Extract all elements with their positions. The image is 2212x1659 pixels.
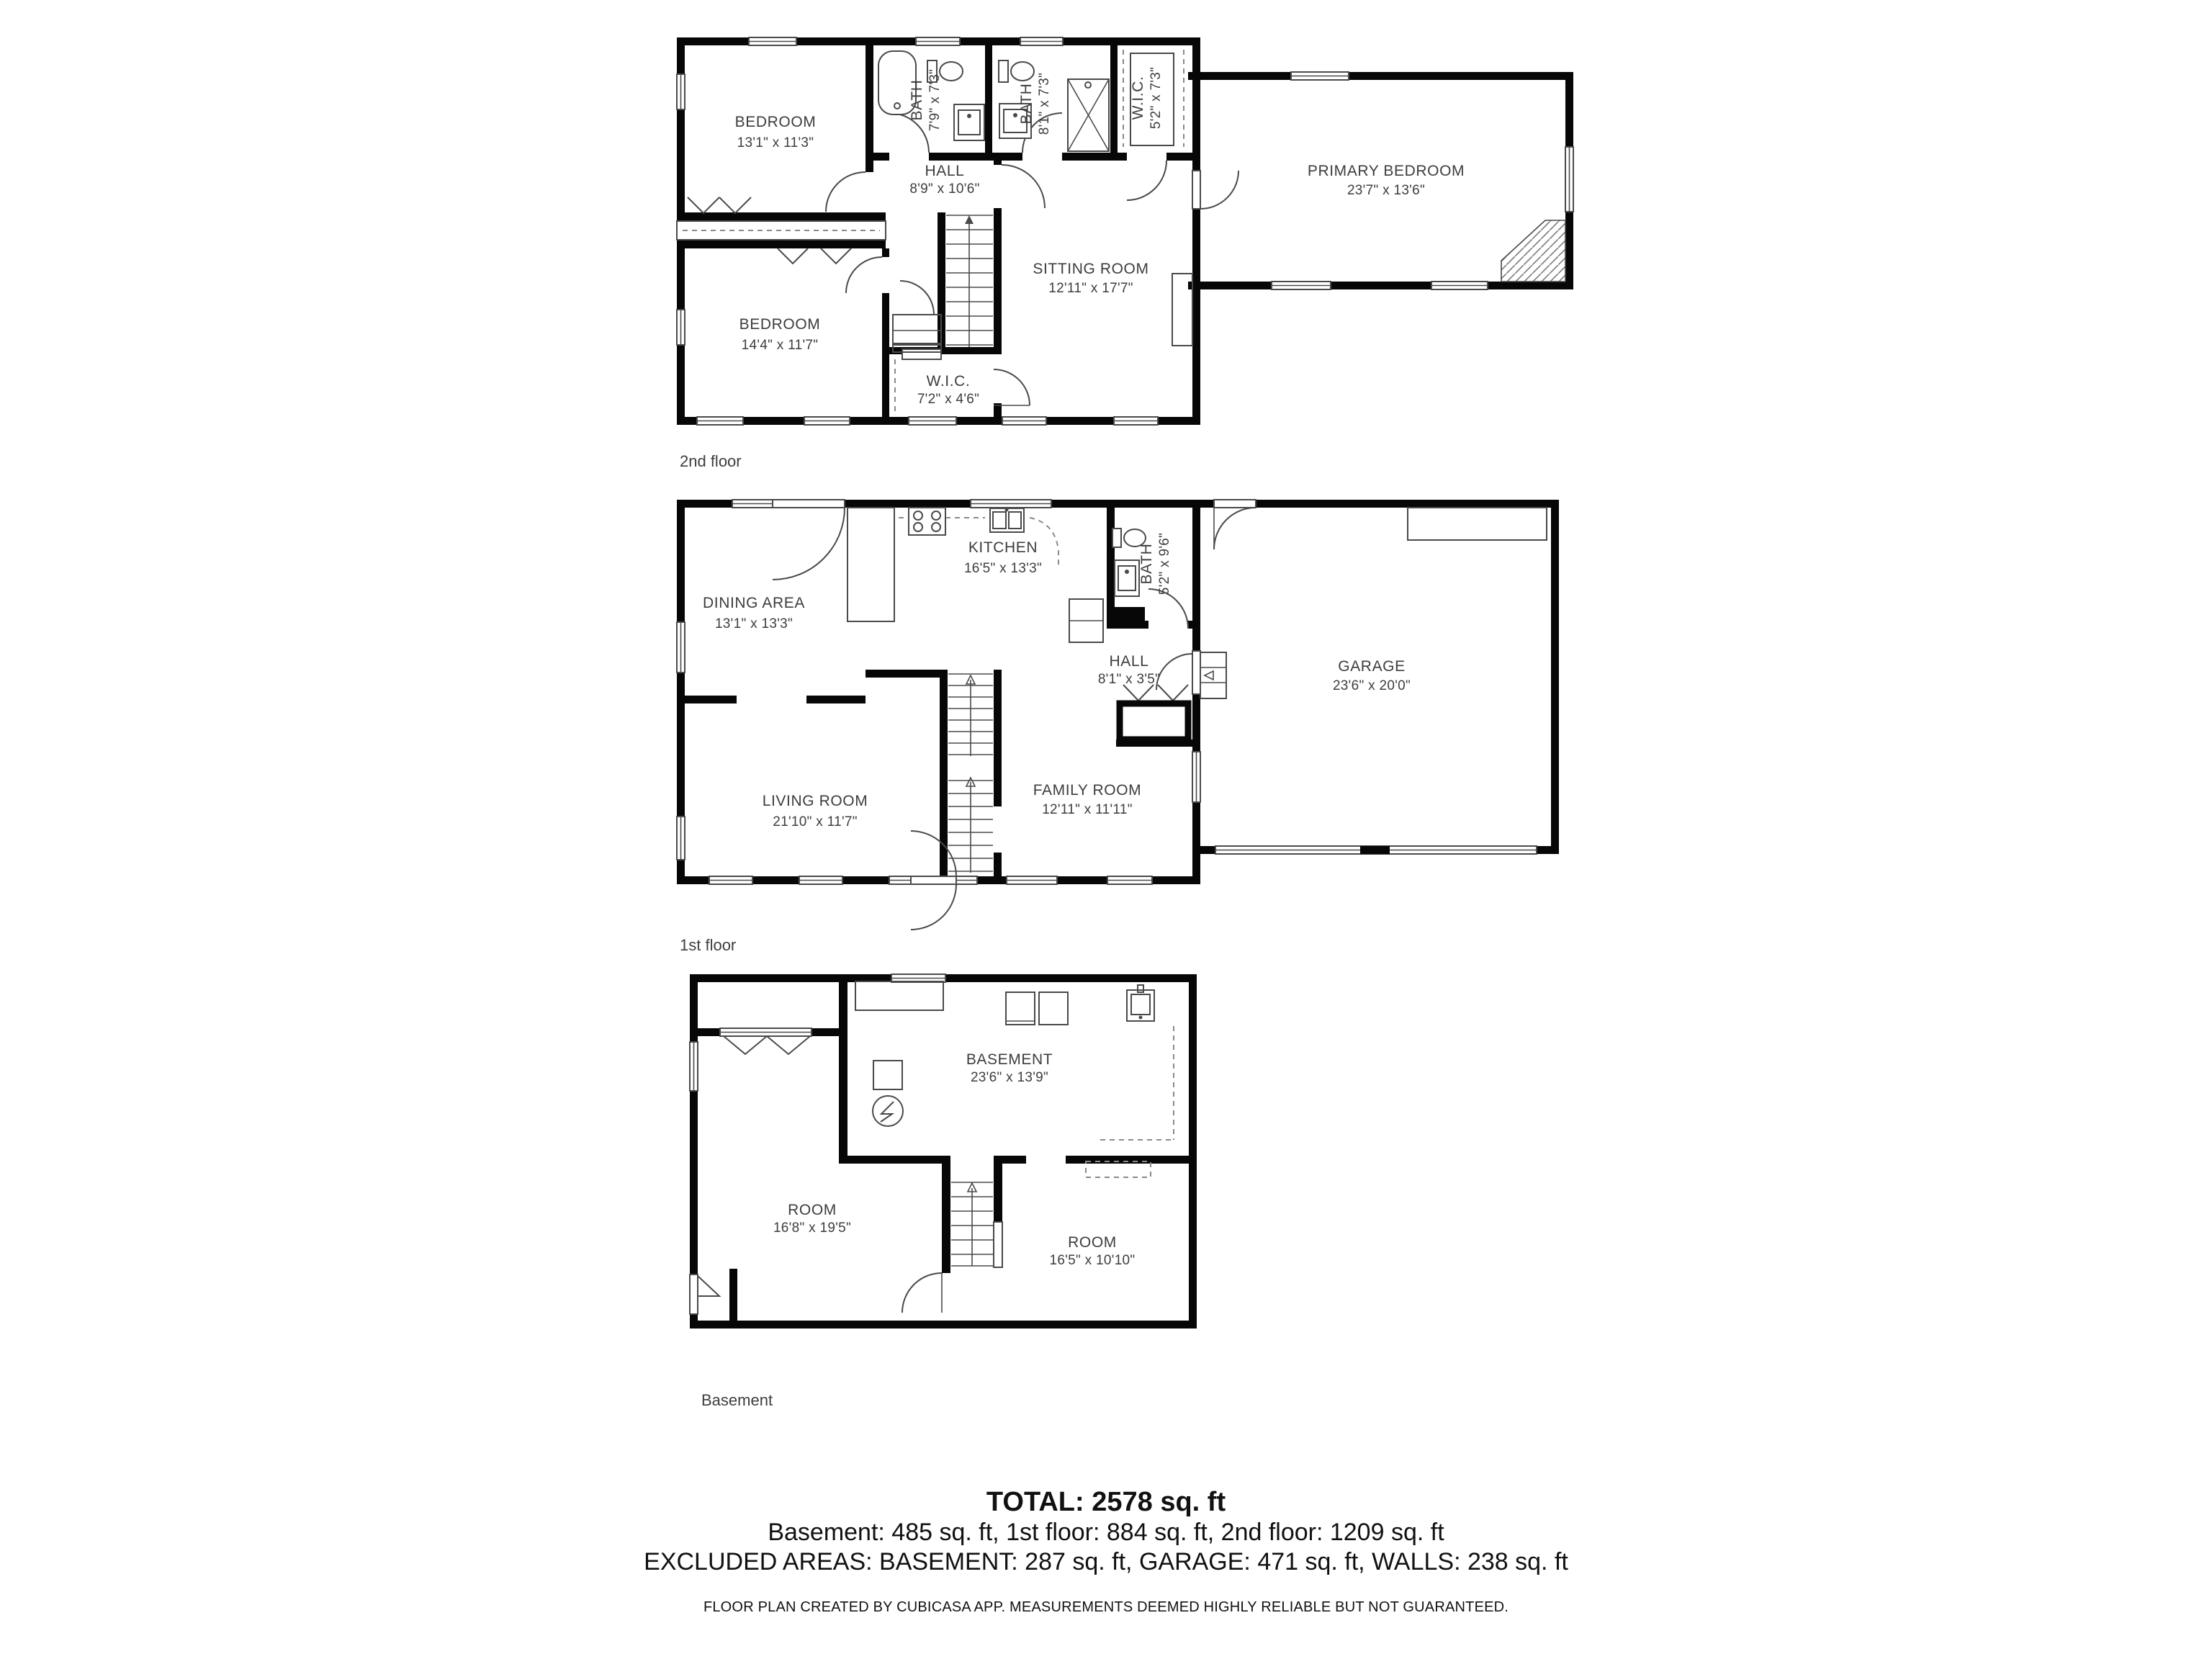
room-label-family-room: FAMILY ROOM bbox=[1033, 782, 1142, 799]
water-heater-icon bbox=[873, 1096, 903, 1126]
room-label-garage: GARAGE bbox=[1338, 658, 1406, 675]
shelf-icon bbox=[855, 981, 943, 1010]
room-label-sitting-room: SITTING ROOM bbox=[1033, 261, 1149, 277]
room-dims-hall: 8'1" x 3'5" bbox=[1097, 672, 1161, 687]
room-dims-bedroom-1: 13'1" x 11'3" bbox=[737, 135, 814, 150]
room-dims-kitchen: 16'5" x 13'3" bbox=[963, 561, 1043, 576]
room-label-hall: HALL bbox=[925, 163, 965, 179]
room-label-basement: BASEMENT bbox=[966, 1051, 1053, 1068]
utility-sink-icon bbox=[1127, 985, 1154, 1021]
room-dims-bedroom-2: 14'4" x 11'7" bbox=[741, 338, 819, 353]
garage-door bbox=[1215, 846, 1537, 854]
stairs-up-icon bbox=[948, 674, 993, 873]
dryer-icon bbox=[1039, 992, 1068, 1025]
room-label-room-1: ROOM bbox=[788, 1202, 837, 1218]
fridge-icon bbox=[1069, 599, 1103, 642]
room-label-dining-area: DINING AREA bbox=[703, 595, 805, 611]
electrical-panel-icon bbox=[873, 1061, 902, 1089]
room-dims-room-2: 16'5" x 10'10" bbox=[1049, 1253, 1136, 1268]
stairs-up-icon bbox=[951, 1182, 993, 1266]
patio-slider bbox=[1192, 752, 1200, 802]
doorway bbox=[994, 1222, 1002, 1267]
toilet-icon bbox=[999, 60, 1034, 82]
floor-breakdown-text: Basement: 485 sq. ft, 1st floor: 884 sq. ft, 2nd floor: 1209 sq. ft bbox=[768, 1519, 1444, 1546]
room-label-wic-lower: W.I.C. bbox=[926, 373, 971, 390]
room-label-wic-upper: W.I.C. bbox=[1130, 76, 1146, 120]
room-label-hall: HALL bbox=[1109, 653, 1149, 670]
room-dims-sitting-room: 12'11" x 17'7" bbox=[1048, 281, 1133, 296]
floor-plan-1st-floor bbox=[677, 500, 1577, 932]
room-label-bath: BATH bbox=[1138, 543, 1155, 585]
total-area-text: TOTAL: 2578 sq. ft bbox=[986, 1487, 1226, 1517]
doors-basement bbox=[690, 1273, 942, 1314]
room-dims-wic-lower: 7'2" x 4'6" bbox=[917, 392, 980, 407]
floor-plan-basement bbox=[688, 972, 1206, 1364]
room-label-bath-2: BATH bbox=[1018, 83, 1035, 125]
shower-icon bbox=[1068, 79, 1109, 151]
kitchen-sink-icon bbox=[990, 508, 1024, 533]
room-label-bath-1: BATH bbox=[909, 79, 925, 121]
fireplace-hatch-icon bbox=[1501, 220, 1565, 282]
room-label-room-2: ROOM bbox=[1068, 1234, 1117, 1251]
walls-basement bbox=[690, 974, 1197, 1328]
room-dims-basement: 23'6" x 13'9" bbox=[970, 1070, 1049, 1085]
windows-2nd-floor bbox=[677, 37, 1573, 425]
garage-steps-icon bbox=[1200, 652, 1226, 698]
room-labels-1st-floor bbox=[703, 533, 1411, 830]
room-dims-primary-bedroom: 23'7" x 13'6" bbox=[1346, 183, 1426, 198]
room-dims-bath-2: 8'1" x 7'3" bbox=[1037, 72, 1052, 135]
room-dims-bath: 5'2" x 9'6" bbox=[1157, 532, 1172, 595]
room-dims-bath-1: 7'9" x 7'3" bbox=[927, 68, 943, 132]
closet-sawtooth-icons bbox=[724, 1036, 810, 1054]
sink-vanity-icon bbox=[1115, 560, 1139, 596]
summary-block bbox=[0, 1486, 2212, 1616]
room-dims-room-1: 16'8" x 19'5" bbox=[773, 1220, 852, 1236]
floor-label-basement: Basement bbox=[701, 1391, 773, 1409]
stove-icon bbox=[909, 508, 945, 535]
room-dims-wic-upper: 5'2" x 7'3" bbox=[1148, 66, 1164, 130]
washer-icon bbox=[1006, 992, 1035, 1025]
hall-closet-icon bbox=[1120, 685, 1188, 739]
sink-vanity-icon bbox=[954, 104, 984, 140]
storage-dashed-outline bbox=[1086, 1026, 1174, 1177]
floor-plan-2nd-floor bbox=[677, 32, 1577, 432]
room-label-primary-bedroom: PRIMARY BEDROOM bbox=[1307, 163, 1465, 179]
disclaimer-text: FLOOR PLAN CREATED BY CUBICASA APP. MEASUREMENTS DEEMED HIGHLY RELIABLE BUT NOT GUARANTEED. bbox=[703, 1599, 1509, 1615]
floor-label-2nd-floor: 2nd floor bbox=[680, 452, 742, 470]
room-dims-living-room: 21'10" x 11'7" bbox=[773, 814, 858, 830]
room-dims-hall: 8'9" x 10'6" bbox=[909, 181, 980, 197]
room-dims-garage: 23'6" x 20'0" bbox=[1332, 678, 1411, 693]
room-dims-dining-area: 13'1" x 13'3" bbox=[714, 616, 793, 631]
excluded-areas-text: EXCLUDED AREAS: BASEMENT: 287 sq. ft, GARAGE: 471 sq. ft, WALLS: 238 sq. ft bbox=[644, 1548, 1568, 1575]
garage-workbench-icon bbox=[1408, 508, 1547, 540]
stairs-up-icon bbox=[946, 215, 993, 347]
room-label-kitchen: KITCHEN bbox=[968, 539, 1038, 556]
floor-label-1st-floor: 1st floor bbox=[680, 936, 737, 954]
room-dims-family-room: 12'11" x 11'11" bbox=[1042, 802, 1133, 817]
room-label-bedroom-1: BEDROOM bbox=[734, 114, 817, 130]
room-label-living-room: LIVING ROOM bbox=[762, 793, 868, 809]
room-label-bedroom-2: BEDROOM bbox=[739, 316, 821, 333]
